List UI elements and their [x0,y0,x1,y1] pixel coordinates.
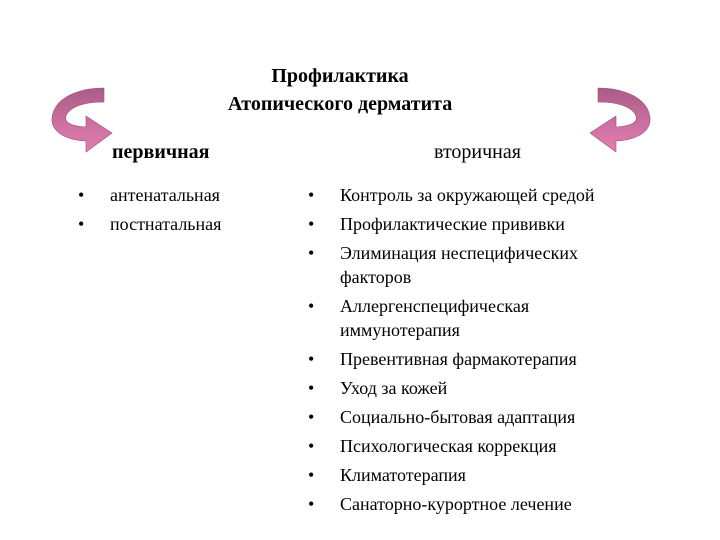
list-item [308,347,648,371]
bullet-icon: • [308,243,315,263]
list-item [308,212,648,236]
list-item [308,405,648,429]
bullet-icon: • [308,214,315,234]
list-item [308,434,648,458]
diagram-title-line-1: Профилактика [271,65,409,87]
bullet-icon: • [308,185,315,205]
secondary-prevention-list [308,183,648,521]
bullet-icon: • [308,407,315,427]
bullet-icon: • [308,378,315,398]
list-item-text: Уход за кожей [340,378,448,398]
list-item-text: Превентивная фармакотерапия [340,349,577,369]
list-item-text: Климатотерапия [340,465,466,485]
diagram-title-line-2: Атопического дерматита [227,93,453,115]
bullet-icon: • [308,296,315,316]
bullet-icon: • [308,349,315,369]
list-item-text: Социально-бытовая адаптация [340,407,576,427]
list-item [308,294,648,342]
bullet-icon: • [78,185,85,205]
list-item-text: Санаторно-курортное лечение [340,494,572,514]
list-item-text: Аллергенспецифическая иммунотерапия [340,296,530,340]
list-item [78,183,318,207]
list-item [308,241,648,289]
bullet-icon: • [308,436,315,456]
list-item-text: Профилактические прививки [340,214,565,234]
list-item [308,463,648,487]
list-item-text: постнатальная [110,214,222,234]
list-item [78,212,318,236]
list-item-text: Психологическая коррекция [340,436,557,456]
list-item-text: Элиминация неспецифических факторов [340,243,579,287]
bullet-icon: • [308,494,315,514]
curved-arrow-right-icon [562,78,662,164]
list-item [308,183,648,207]
bullet-icon: • [308,465,315,485]
primary-prevention-list [78,183,318,241]
list-item [308,492,648,516]
list-item [308,376,648,400]
primary-prevention-heading: первичная [112,141,210,163]
list-item-text: Контроль за окружающей средой [340,185,595,205]
bullet-icon: • [78,214,85,234]
secondary-prevention-heading: вторичная [434,141,521,163]
list-item-text: антенатальная [110,185,220,205]
